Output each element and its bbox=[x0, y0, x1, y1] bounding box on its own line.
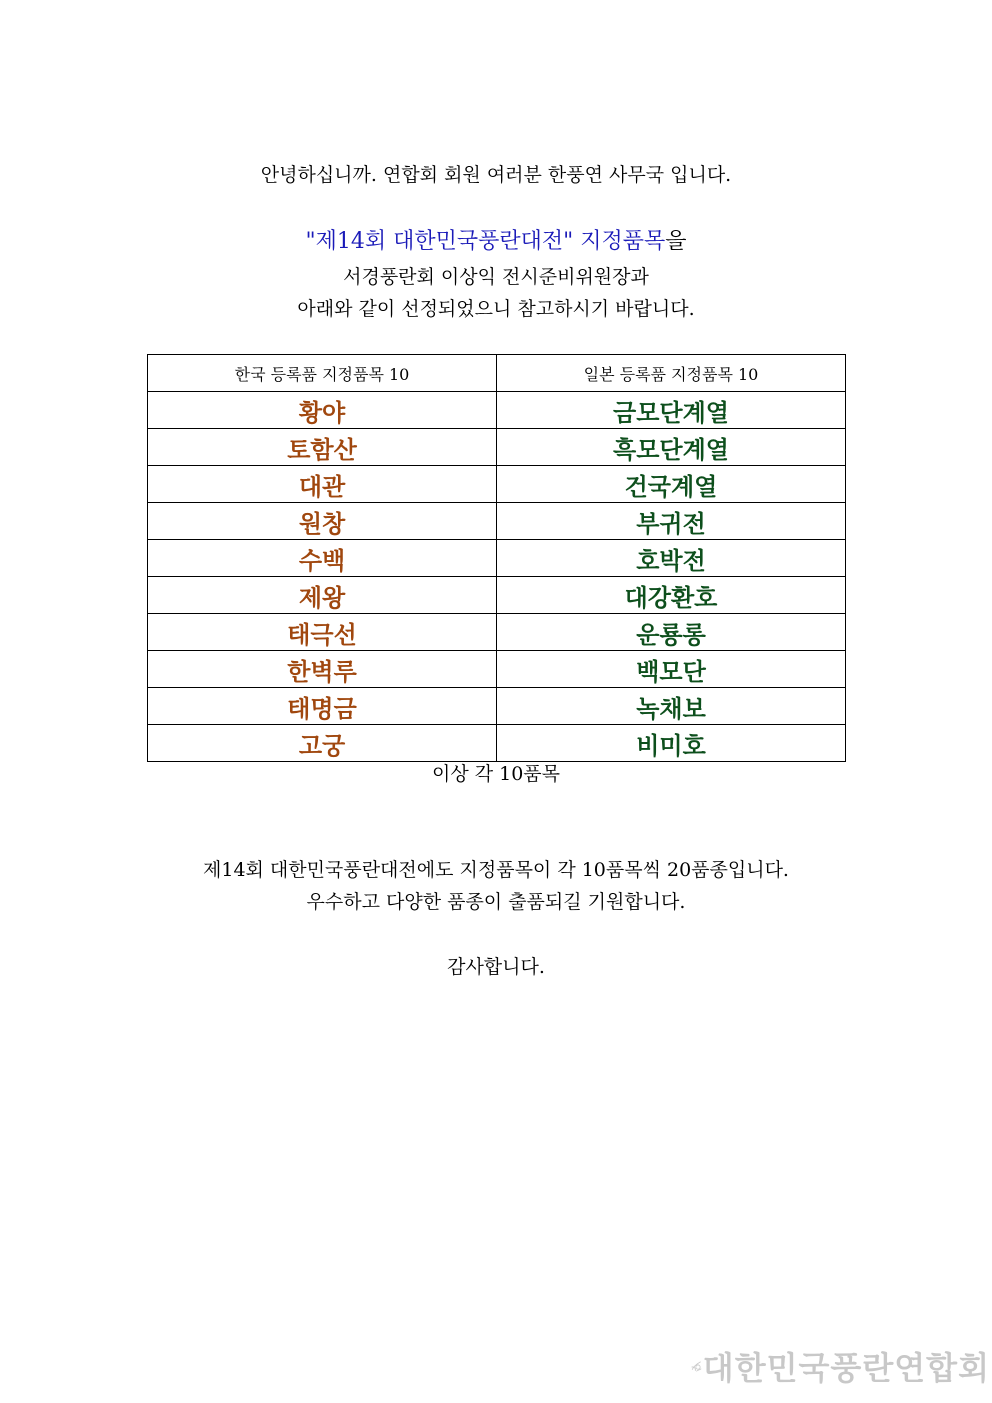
japanese-variety-cell: 금모단계열 bbox=[497, 392, 846, 429]
table-row bbox=[148, 725, 846, 762]
korean-variety-cell: 태극선 bbox=[148, 614, 497, 651]
japanese-variety-cell: 건국계열 bbox=[497, 466, 846, 503]
korean-variety-cell: 태명금 bbox=[148, 688, 497, 725]
japanese-variety-cell: 비미호 bbox=[497, 725, 846, 762]
association-name: 대한민국풍란연합회 bbox=[702, 1349, 990, 1387]
table-row bbox=[148, 540, 846, 577]
korean-variety-cell: 고궁 bbox=[148, 725, 497, 762]
table-row bbox=[148, 577, 846, 614]
japanese-variety-cell: 운룡롱 bbox=[497, 614, 846, 651]
korean-variety-cell: 원창 bbox=[148, 503, 497, 540]
association-logo bbox=[690, 1338, 990, 1394]
japanese-variety-cell: 대강환호 bbox=[497, 577, 846, 614]
japanese-variety-cell: 부귀전 bbox=[497, 503, 846, 540]
table-note: 이상 각 10품목 bbox=[431, 763, 561, 785]
intro-line-1: 서경풍란회 이상익 전시준비위원장과 bbox=[343, 266, 649, 288]
thanks-line: 감사합니다. bbox=[447, 956, 545, 978]
table-row bbox=[148, 651, 846, 688]
table-header-row bbox=[148, 355, 846, 392]
table-row bbox=[148, 429, 846, 466]
korean-variety-cell: 한벽루 bbox=[148, 651, 497, 688]
orchid-logo-icon bbox=[690, 1340, 703, 1392]
korean-variety-cell: 토함산 bbox=[148, 429, 497, 466]
table-row bbox=[148, 614, 846, 651]
table-row bbox=[148, 503, 846, 540]
designated-varieties-table bbox=[147, 354, 846, 762]
korean-variety-cell: 황야 bbox=[148, 392, 497, 429]
korean-variety-cell: 대관 bbox=[148, 466, 497, 503]
table-row bbox=[148, 688, 846, 725]
title-line bbox=[0, 228, 992, 256]
closing-line-1: 제14회 대한민국풍란대전에도 지정품목이 각 10품목씩 20품종입니다. bbox=[203, 859, 789, 881]
table-row bbox=[148, 392, 846, 429]
title-text: "제14회 대한민국풍란대전" 지정품목 bbox=[305, 229, 666, 254]
japanese-variety-cell: 흑모단계열 bbox=[497, 429, 846, 466]
korean-variety-cell: 제왕 bbox=[148, 577, 497, 614]
intro-line-2: 아래와 같이 선정되었으니 참고하시기 바랍니다. bbox=[297, 298, 695, 320]
title-suffix: 을 bbox=[665, 229, 687, 254]
korean-column-header: 한국 등록품 지정품목 10 bbox=[148, 355, 497, 392]
table-row bbox=[148, 466, 846, 503]
japanese-variety-cell: 호박전 bbox=[497, 540, 846, 577]
korean-variety-cell: 수백 bbox=[148, 540, 497, 577]
japanese-variety-cell: 녹채보 bbox=[497, 688, 846, 725]
greeting-line: 안녕하십니까. 연합회 회원 여러분 한풍연 사무국 입니다. bbox=[260, 164, 732, 186]
closing-line-2: 우수하고 다양한 품종이 출품되길 기원합니다. bbox=[306, 891, 686, 913]
japanese-column-header: 일본 등록품 지정품목 10 bbox=[497, 355, 846, 392]
japanese-variety-cell: 백모단 bbox=[497, 651, 846, 688]
